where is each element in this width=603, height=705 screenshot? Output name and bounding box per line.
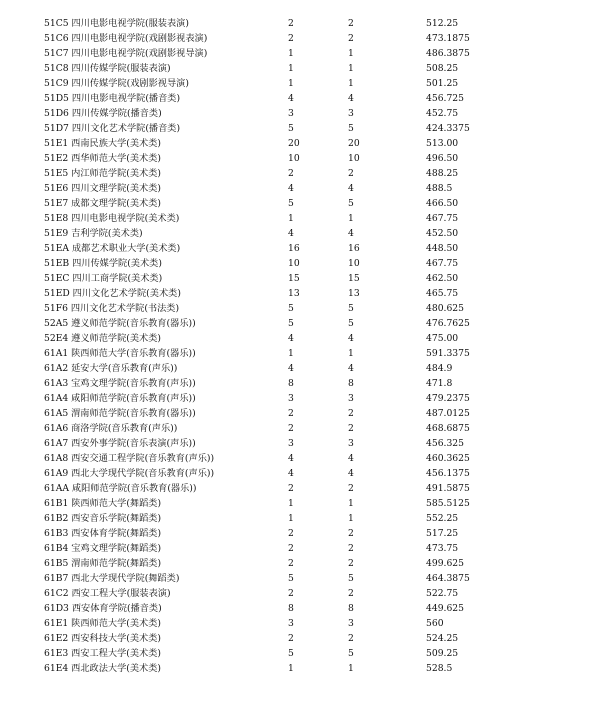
table-row — [44, 391, 514, 406]
table-row — [44, 466, 514, 481]
school-major-cell: 61A8 西安交通工程学院(音乐教育(声乐)) — [44, 453, 215, 464]
plan-count-cell: 8 — [288, 603, 294, 614]
plan-count-cell: 2 — [288, 168, 294, 179]
admitted-count-cell: 2 — [348, 423, 354, 434]
table-row — [44, 61, 514, 76]
plan-count-cell: 10 — [288, 153, 300, 164]
school-major-cell: 51E9 吉利学院(美术类) — [44, 228, 143, 239]
plan-count-cell: 4 — [288, 468, 294, 479]
score-cell: 524.25 — [426, 633, 459, 644]
school-major-cell: 51C8 四川传媒学院(服装表演) — [44, 63, 171, 74]
table-row — [44, 511, 514, 526]
school-major-cell: 61E1 陕西师范大学(美术类) — [44, 618, 162, 629]
table-row — [44, 436, 514, 451]
plan-count-cell: 3 — [288, 108, 294, 119]
plan-count-cell: 16 — [288, 243, 300, 254]
plan-count-cell: 4 — [288, 453, 294, 464]
plan-count-cell: 2 — [288, 528, 294, 539]
admitted-count-cell: 10 — [348, 258, 360, 269]
score-cell: 452.50 — [426, 228, 459, 239]
score-cell: 479.2375 — [426, 393, 470, 404]
admitted-count-cell: 5 — [348, 573, 354, 584]
plan-count-cell: 2 — [288, 588, 294, 599]
school-major-cell: 51EB 四川传媒学院(美术类) — [44, 258, 162, 269]
admitted-count-cell: 13 — [348, 288, 360, 299]
admitted-count-cell: 2 — [348, 558, 354, 569]
admitted-count-cell: 1 — [348, 63, 354, 74]
admitted-count-cell: 2 — [348, 168, 354, 179]
school-major-cell: 61AA 咸阳师范学院(音乐教育(器乐)) — [44, 483, 197, 494]
admitted-count-cell: 1 — [348, 498, 354, 509]
table-row — [44, 211, 514, 226]
school-major-cell: 51C6 四川电影电视学院(戏剧影视表演) — [44, 33, 208, 44]
admitted-count-cell: 2 — [348, 18, 354, 29]
score-cell: 468.6875 — [426, 423, 470, 434]
table-row — [44, 661, 514, 676]
score-cell: 517.25 — [426, 528, 459, 539]
school-major-cell: 51E5 内江师范学院(美术类) — [44, 168, 162, 179]
table-row — [44, 76, 514, 91]
school-major-cell: 51C7 四川电影电视学院(戏剧影视导演) — [44, 48, 208, 59]
score-cell: 522.75 — [426, 588, 459, 599]
school-major-cell: 51EC 四川工商学院(美术类) — [44, 273, 163, 284]
school-major-cell: 51E1 西南民族大学(美术类) — [44, 138, 162, 149]
table-row — [44, 226, 514, 241]
score-cell: 499.625 — [426, 558, 464, 569]
admitted-count-cell: 1 — [348, 78, 354, 89]
school-major-cell: 61A1 陕西师范大学(音乐教育(器乐)) — [44, 348, 196, 359]
plan-count-cell: 1 — [288, 78, 294, 89]
admitted-count-cell: 16 — [348, 243, 360, 254]
plan-count-cell: 1 — [288, 48, 294, 59]
table-row — [44, 166, 514, 181]
admitted-count-cell: 4 — [348, 183, 354, 194]
admitted-count-cell: 2 — [348, 543, 354, 554]
admitted-count-cell: 1 — [348, 213, 354, 224]
score-cell: 466.50 — [426, 198, 459, 209]
school-major-cell: 51E2 西华师范大学(美术类) — [44, 153, 162, 164]
school-major-cell: 61B1 陕西师范大学(舞蹈类) — [44, 498, 162, 509]
plan-count-cell: 5 — [288, 573, 294, 584]
school-major-cell: 61E2 西安科技大学(美术类) — [44, 633, 162, 644]
school-major-cell: 51E8 四川电影电视学院(美术类) — [44, 213, 180, 224]
admitted-count-cell: 2 — [348, 633, 354, 644]
plan-count-cell: 4 — [288, 228, 294, 239]
score-cell: 591.3375 — [426, 348, 470, 359]
score-cell: 484.9 — [426, 363, 453, 374]
score-cell: 512.25 — [426, 18, 459, 29]
score-cell: 488.25 — [426, 168, 459, 179]
table-row — [44, 196, 514, 211]
table-row — [44, 496, 514, 511]
school-major-cell: 51EA 成都艺术职业大学(美术类) — [44, 243, 181, 254]
school-major-cell: 61B5 渭南师范学院(舞蹈类) — [44, 558, 162, 569]
admitted-count-cell: 5 — [348, 198, 354, 209]
school-major-cell: 61E4 西北政法大学(美术类) — [44, 663, 162, 674]
admitted-count-cell: 3 — [348, 108, 354, 119]
table-row — [44, 481, 514, 496]
score-cell: 480.625 — [426, 303, 464, 314]
school-major-cell: 51D6 四川传媒学院(播音类) — [44, 108, 162, 119]
score-cell: 452.75 — [426, 108, 459, 119]
admitted-count-cell: 3 — [348, 618, 354, 629]
plan-count-cell: 13 — [288, 288, 300, 299]
admitted-count-cell: 8 — [348, 378, 354, 389]
table-row — [44, 631, 514, 646]
plan-count-cell: 3 — [288, 393, 294, 404]
admitted-count-cell: 20 — [348, 138, 360, 149]
score-cell: 476.7625 — [426, 318, 470, 329]
school-major-cell: 61A4 咸阳师范学院(音乐教育(声乐)) — [44, 393, 196, 404]
plan-count-cell: 3 — [288, 618, 294, 629]
table-body — [44, 16, 514, 676]
plan-count-cell: 2 — [288, 483, 294, 494]
table-row — [44, 136, 514, 151]
plan-count-cell: 2 — [288, 33, 294, 44]
admitted-count-cell: 5 — [348, 303, 354, 314]
admitted-count-cell: 5 — [348, 318, 354, 329]
score-cell: 508.25 — [426, 63, 459, 74]
table-row — [44, 421, 514, 436]
admitted-count-cell: 4 — [348, 453, 354, 464]
school-major-cell: 61B2 西安音乐学院(舞蹈类) — [44, 513, 162, 524]
score-cell: 424.3375 — [426, 123, 470, 134]
school-major-cell: 61A2 延安大学(音乐教育(声乐)) — [44, 363, 178, 374]
admitted-count-cell: 1 — [348, 48, 354, 59]
school-major-cell: 61C2 西安工程大学(服装表演) — [44, 588, 171, 599]
score-cell: 585.5125 — [426, 498, 470, 509]
admitted-count-cell: 2 — [348, 483, 354, 494]
admitted-count-cell: 2 — [348, 528, 354, 539]
plan-count-cell: 15 — [288, 273, 300, 284]
school-major-cell: 51F6 四川文化艺术学院(书法类) — [44, 303, 180, 314]
score-cell: 501.25 — [426, 78, 459, 89]
plan-count-cell: 1 — [288, 213, 294, 224]
plan-count-cell: 2 — [288, 18, 294, 29]
school-major-cell: 61A6 商洛学院(音乐教育(声乐)) — [44, 423, 178, 434]
table-row — [44, 451, 514, 466]
admitted-count-cell: 4 — [348, 333, 354, 344]
score-cell: 496.50 — [426, 153, 459, 164]
school-major-cell: 52E4 遵义师范学院(美术类) — [44, 333, 162, 344]
score-cell: 462.50 — [426, 273, 459, 284]
score-cell: 464.3875 — [426, 573, 470, 584]
table-row — [44, 346, 514, 361]
table-row — [44, 31, 514, 46]
score-cell: 560 — [426, 618, 444, 629]
table-row — [44, 121, 514, 136]
table-row — [44, 181, 514, 196]
admitted-count-cell: 5 — [348, 123, 354, 134]
school-major-cell: 51E6 四川文理学院(美术类) — [44, 183, 162, 194]
admitted-count-cell: 2 — [348, 33, 354, 44]
table-row — [44, 46, 514, 61]
score-cell: 473.1875 — [426, 33, 470, 44]
plan-count-cell: 2 — [288, 423, 294, 434]
admitted-count-cell: 3 — [348, 393, 354, 404]
plan-count-cell: 1 — [288, 663, 294, 674]
plan-count-cell: 1 — [288, 63, 294, 74]
admission-score-table — [44, 16, 514, 676]
table-row — [44, 106, 514, 121]
score-cell: 449.625 — [426, 603, 464, 614]
admitted-count-cell: 4 — [348, 228, 354, 239]
table-row — [44, 301, 514, 316]
admitted-count-cell: 1 — [348, 348, 354, 359]
table-row — [44, 646, 514, 661]
plan-count-cell: 2 — [288, 633, 294, 644]
table-row — [44, 151, 514, 166]
table-row — [44, 541, 514, 556]
score-cell: 448.50 — [426, 243, 459, 254]
score-cell: 486.3875 — [426, 48, 470, 59]
admitted-count-cell: 4 — [348, 363, 354, 374]
admitted-count-cell: 1 — [348, 663, 354, 674]
school-major-cell: 61B3 西安体育学院(舞蹈类) — [44, 528, 162, 539]
table-row — [44, 616, 514, 631]
plan-count-cell: 5 — [288, 648, 294, 659]
score-cell: 456.1375 — [426, 468, 470, 479]
table-row — [44, 16, 514, 31]
table-row — [44, 316, 514, 331]
score-cell: 475.00 — [426, 333, 459, 344]
school-major-cell: 51D5 四川电影电视学院(播音类) — [44, 93, 181, 104]
school-major-cell: 61A5 渭南师范学院(音乐教育(器乐)) — [44, 408, 196, 419]
table-row — [44, 271, 514, 286]
school-major-cell: 51ED 四川文化艺术学院(美术类) — [44, 288, 181, 299]
table-row — [44, 601, 514, 616]
school-major-cell: 61A9 西北大学现代学院(音乐教育(声乐)) — [44, 468, 215, 479]
score-cell: 456.725 — [426, 93, 464, 104]
school-major-cell: 61B4 宝鸡文理学院(舞蹈类) — [44, 543, 162, 554]
table-row — [44, 286, 514, 301]
plan-count-cell: 2 — [288, 543, 294, 554]
score-cell: 552.25 — [426, 513, 459, 524]
school-major-cell: 52A5 遵义师范学院(音乐教育(器乐)) — [44, 318, 196, 329]
school-major-cell: 51C5 四川电影电视学院(服装表演) — [44, 18, 189, 29]
school-major-cell: 51C9 四川传媒学院(戏剧影视导演) — [44, 78, 189, 89]
admitted-count-cell: 2 — [348, 588, 354, 599]
table-row — [44, 331, 514, 346]
plan-count-cell: 4 — [288, 93, 294, 104]
table-row — [44, 361, 514, 376]
plan-count-cell: 2 — [288, 408, 294, 419]
plan-count-cell: 1 — [288, 513, 294, 524]
admitted-count-cell: 4 — [348, 468, 354, 479]
plan-count-cell: 2 — [288, 558, 294, 569]
table-row — [44, 556, 514, 571]
plan-count-cell: 5 — [288, 318, 294, 329]
score-cell: 460.3625 — [426, 453, 470, 464]
score-cell: 456.325 — [426, 438, 464, 449]
table-row — [44, 241, 514, 256]
score-cell: 473.75 — [426, 543, 459, 554]
admitted-count-cell: 15 — [348, 273, 360, 284]
admitted-count-cell: 2 — [348, 408, 354, 419]
table-row — [44, 406, 514, 421]
table-row — [44, 571, 514, 586]
school-major-cell: 61E3 西安工程大学(美术类) — [44, 648, 162, 659]
admitted-count-cell: 4 — [348, 93, 354, 104]
table-row — [44, 526, 514, 541]
score-cell: 467.75 — [426, 258, 459, 269]
plan-count-cell: 4 — [288, 183, 294, 194]
score-cell: 487.0125 — [426, 408, 470, 419]
score-cell: 513.00 — [426, 138, 459, 149]
school-major-cell: 51D7 四川文化艺术学院(播音类) — [44, 123, 181, 134]
plan-count-cell: 1 — [288, 348, 294, 359]
school-major-cell: 61D3 西安体育学院(播音类) — [44, 603, 162, 614]
admitted-count-cell: 3 — [348, 438, 354, 449]
plan-count-cell: 5 — [288, 123, 294, 134]
plan-count-cell: 5 — [288, 198, 294, 209]
score-cell: 491.5875 — [426, 483, 470, 494]
score-cell: 471.8 — [426, 378, 453, 389]
table-row — [44, 586, 514, 601]
score-cell: 528.5 — [426, 663, 453, 674]
table-row — [44, 256, 514, 271]
plan-count-cell: 1 — [288, 498, 294, 509]
plan-count-cell: 10 — [288, 258, 300, 269]
table-row — [44, 91, 514, 106]
admitted-count-cell: 8 — [348, 603, 354, 614]
admitted-count-cell: 10 — [348, 153, 360, 164]
school-major-cell: 61A3 宝鸡文理学院(音乐教育(声乐)) — [44, 378, 196, 389]
score-cell: 488.5 — [426, 183, 453, 194]
plan-count-cell: 4 — [288, 333, 294, 344]
admitted-count-cell: 1 — [348, 513, 354, 524]
score-cell: 467.75 — [426, 213, 459, 224]
school-major-cell: 61A7 西安外事学院(音乐表演(声乐)) — [44, 438, 196, 449]
plan-count-cell: 8 — [288, 378, 294, 389]
plan-count-cell: 3 — [288, 438, 294, 449]
plan-count-cell: 5 — [288, 303, 294, 314]
admitted-count-cell: 5 — [348, 648, 354, 659]
plan-count-cell: 20 — [288, 138, 300, 149]
school-major-cell: 51E7 成都文理学院(美术类) — [44, 198, 162, 209]
table-row — [44, 376, 514, 391]
score-cell: 465.75 — [426, 288, 459, 299]
school-major-cell: 61B7 西北大学现代学院(舞蹈类) — [44, 573, 180, 584]
plan-count-cell: 4 — [288, 363, 294, 374]
score-cell: 509.25 — [426, 648, 459, 659]
